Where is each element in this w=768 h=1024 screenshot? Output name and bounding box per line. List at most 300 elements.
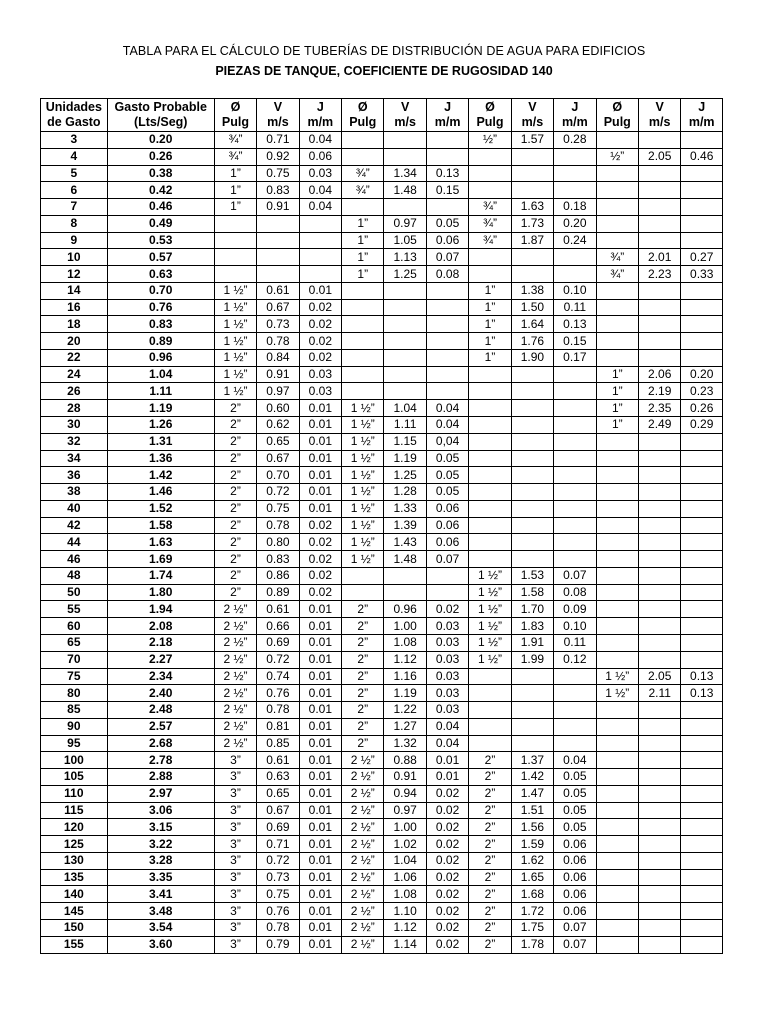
table-cell: 3” bbox=[214, 802, 256, 819]
table-cell bbox=[596, 484, 638, 501]
table-cell bbox=[469, 467, 511, 484]
table-cell: 0.63 bbox=[257, 769, 299, 786]
table-cell bbox=[681, 132, 723, 149]
table-cell bbox=[554, 400, 596, 417]
table-cell: 1 ½” bbox=[342, 433, 384, 450]
table-cell: 0.97 bbox=[384, 802, 426, 819]
table-cell: 1 ½” bbox=[214, 366, 256, 383]
table-cell: 1.26 bbox=[107, 417, 214, 434]
table-cell: 0,04 bbox=[426, 433, 468, 450]
table-row bbox=[41, 232, 723, 249]
table-cell bbox=[638, 182, 680, 199]
table-cell: 0.57 bbox=[107, 249, 214, 266]
table-cell bbox=[342, 316, 384, 333]
table-cell: 0.29 bbox=[681, 417, 723, 434]
table-cell: 3.06 bbox=[107, 802, 214, 819]
table-cell bbox=[596, 852, 638, 869]
table-cell bbox=[511, 551, 553, 568]
table-cell: ¾” bbox=[469, 199, 511, 216]
table-cell bbox=[384, 333, 426, 350]
table-cell: 0.53 bbox=[107, 232, 214, 249]
table-cell: 0.03 bbox=[299, 366, 341, 383]
table-cell bbox=[596, 299, 638, 316]
table-cell: 3” bbox=[214, 886, 256, 903]
table-cell: 0.04 bbox=[426, 735, 468, 752]
table-cell: 1 ½” bbox=[342, 551, 384, 568]
table-cell: 2 ½” bbox=[342, 752, 384, 769]
table-cell bbox=[384, 316, 426, 333]
table-cell: 24 bbox=[41, 366, 108, 383]
table-cell bbox=[596, 500, 638, 517]
header-line: Unidades bbox=[45, 100, 102, 114]
table-cell bbox=[384, 366, 426, 383]
table-cell: 0.78 bbox=[257, 517, 299, 534]
table-cell: 1.46 bbox=[107, 484, 214, 501]
table-cell: 2” bbox=[214, 584, 256, 601]
table-cell bbox=[638, 869, 680, 886]
table-cell: 1.25 bbox=[384, 467, 426, 484]
table-cell: 0.02 bbox=[299, 299, 341, 316]
table-row bbox=[41, 182, 723, 199]
table-cell: 1.11 bbox=[384, 417, 426, 434]
table-cell: 0.07 bbox=[426, 551, 468, 568]
table-cell: 1 ½” bbox=[342, 500, 384, 517]
table-cell: ¾” bbox=[342, 165, 384, 182]
table-cell: 32 bbox=[41, 433, 108, 450]
table-cell: 2 ½” bbox=[342, 852, 384, 869]
table-cell: 0.75 bbox=[257, 500, 299, 517]
table-cell bbox=[596, 903, 638, 920]
table-cell: 1.48 bbox=[384, 182, 426, 199]
table-cell bbox=[638, 836, 680, 853]
table-cell: 1.36 bbox=[107, 450, 214, 467]
table-cell: 0.10 bbox=[554, 618, 596, 635]
table-cell: 0.02 bbox=[426, 802, 468, 819]
table-cell: 2” bbox=[214, 517, 256, 534]
table-cell bbox=[596, 584, 638, 601]
table-cell bbox=[681, 702, 723, 719]
table-cell: 1” bbox=[469, 316, 511, 333]
table-cell: 1.63 bbox=[107, 534, 214, 551]
table-cell: 0.02 bbox=[299, 349, 341, 366]
table-cell bbox=[638, 936, 680, 953]
table-cell: 2.08 bbox=[107, 618, 214, 635]
table-cell: 0.01 bbox=[299, 618, 341, 635]
table-cell: 0.96 bbox=[107, 349, 214, 366]
table-cell: 38 bbox=[41, 484, 108, 501]
table-cell bbox=[681, 282, 723, 299]
table-cell: 2” bbox=[214, 400, 256, 417]
table-cell: 0.88 bbox=[384, 752, 426, 769]
table-cell: 0.78 bbox=[257, 333, 299, 350]
table-cell bbox=[426, 333, 468, 350]
table-cell bbox=[681, 903, 723, 920]
table-cell: 0.07 bbox=[554, 567, 596, 584]
table-cell: 1.90 bbox=[511, 349, 553, 366]
table-cell bbox=[511, 467, 553, 484]
table-cell: 1 ½” bbox=[469, 651, 511, 668]
table-cell bbox=[681, 567, 723, 584]
table-cell: 1 ½” bbox=[342, 467, 384, 484]
table-cell: 0.02 bbox=[426, 869, 468, 886]
table-cell: 30 bbox=[41, 417, 108, 434]
table-cell: 0.80 bbox=[257, 534, 299, 551]
table-cell bbox=[554, 718, 596, 735]
table-cell bbox=[681, 584, 723, 601]
table-cell: 1.02 bbox=[384, 836, 426, 853]
table-cell: 0.04 bbox=[426, 400, 468, 417]
table-cell: 1.47 bbox=[511, 785, 553, 802]
table-cell: 1.11 bbox=[107, 383, 214, 400]
table-cell bbox=[554, 417, 596, 434]
table-cell bbox=[511, 517, 553, 534]
table-cell: 44 bbox=[41, 534, 108, 551]
table-cell bbox=[469, 685, 511, 702]
table-cell: 3” bbox=[214, 752, 256, 769]
header-gasto-1 bbox=[107, 99, 214, 132]
table-cell bbox=[257, 266, 299, 283]
table-cell: 0.86 bbox=[257, 567, 299, 584]
table-cell: 3” bbox=[214, 769, 256, 786]
table-cell: 145 bbox=[41, 903, 108, 920]
table-cell: 0.01 bbox=[299, 634, 341, 651]
table-cell: 0.76 bbox=[257, 903, 299, 920]
table-cell: ¾” bbox=[596, 249, 638, 266]
table-cell bbox=[638, 534, 680, 551]
table-cell: 150 bbox=[41, 919, 108, 936]
header-line: m/m bbox=[688, 115, 715, 129]
table-row bbox=[41, 249, 723, 266]
table-cell: 20 bbox=[41, 333, 108, 350]
table-cell: 0.66 bbox=[257, 618, 299, 635]
table-cell: 1 ½” bbox=[596, 668, 638, 685]
table-row bbox=[41, 366, 723, 383]
table-cell: 2.01 bbox=[638, 249, 680, 266]
table-cell bbox=[426, 366, 468, 383]
table-cell bbox=[596, 450, 638, 467]
table-cell bbox=[638, 852, 680, 869]
table-cell: 1.31 bbox=[107, 433, 214, 450]
table-cell bbox=[214, 266, 256, 283]
header-line: m/s bbox=[394, 115, 416, 129]
table-cell: 1.08 bbox=[384, 886, 426, 903]
table-row bbox=[41, 433, 723, 450]
table-cell: 0.81 bbox=[257, 718, 299, 735]
table-cell: 2.18 bbox=[107, 634, 214, 651]
table-cell: 0.94 bbox=[384, 785, 426, 802]
table-cell: 0.04 bbox=[299, 199, 341, 216]
table-cell: 0.83 bbox=[257, 551, 299, 568]
table-cell bbox=[638, 903, 680, 920]
table-cell bbox=[469, 433, 511, 450]
table-cell: 1.72 bbox=[511, 903, 553, 920]
table-cell: 0.05 bbox=[426, 215, 468, 232]
table-cell: 80 bbox=[41, 685, 108, 702]
table-cell: 0.01 bbox=[299, 769, 341, 786]
table-cell bbox=[638, 517, 680, 534]
table-cell: 0.01 bbox=[299, 400, 341, 417]
table-cell bbox=[681, 802, 723, 819]
table-cell bbox=[554, 668, 596, 685]
table-cell: 1.28 bbox=[384, 484, 426, 501]
table-cell bbox=[214, 232, 256, 249]
table-cell: 2” bbox=[342, 618, 384, 635]
table-cell: 0.65 bbox=[257, 785, 299, 802]
table-cell: 2” bbox=[214, 417, 256, 434]
table-row bbox=[41, 299, 723, 316]
table-cell bbox=[469, 165, 511, 182]
table-cell bbox=[596, 132, 638, 149]
table-cell: 1 ½” bbox=[342, 534, 384, 551]
table-cell: 0.03 bbox=[299, 383, 341, 400]
table-cell: 2 ½” bbox=[214, 685, 256, 702]
table-cell: 1.42 bbox=[511, 769, 553, 786]
table-cell bbox=[384, 132, 426, 149]
table-cell: 0.24 bbox=[554, 232, 596, 249]
table-cell bbox=[384, 584, 426, 601]
table-cell bbox=[681, 517, 723, 534]
table-cell: 2 ½” bbox=[342, 819, 384, 836]
table-cell: 1.19 bbox=[107, 400, 214, 417]
table-cell: 0.46 bbox=[107, 199, 214, 216]
table-cell: 1.05 bbox=[384, 232, 426, 249]
table-cell: 0.05 bbox=[426, 484, 468, 501]
table-cell: 1” bbox=[469, 282, 511, 299]
table-cell: 1.75 bbox=[511, 919, 553, 936]
table-cell: 1.00 bbox=[384, 819, 426, 836]
table-cell: 2” bbox=[342, 735, 384, 752]
table-cell: 0.91 bbox=[384, 769, 426, 786]
table-cell: 18 bbox=[41, 316, 108, 333]
table-cell: 1 ½” bbox=[469, 618, 511, 635]
table-cell: 1” bbox=[596, 400, 638, 417]
table-cell: 2” bbox=[214, 551, 256, 568]
table-cell: 1.51 bbox=[511, 802, 553, 819]
table-cell: 2 ½” bbox=[342, 785, 384, 802]
table-cell: 1.38 bbox=[511, 282, 553, 299]
table-cell: 105 bbox=[41, 769, 108, 786]
table-cell: 1.78 bbox=[511, 936, 553, 953]
table-cell: 90 bbox=[41, 718, 108, 735]
table-cell bbox=[681, 316, 723, 333]
table-cell: 1.65 bbox=[511, 869, 553, 886]
table-cell: 0.26 bbox=[107, 148, 214, 165]
table-cell bbox=[596, 785, 638, 802]
table-cell: 2” bbox=[214, 500, 256, 517]
header-vel-3 bbox=[257, 99, 299, 132]
table-cell bbox=[681, 785, 723, 802]
table-cell: 0.06 bbox=[554, 852, 596, 869]
table-cell: 0.04 bbox=[426, 417, 468, 434]
table-cell: 0.04 bbox=[554, 752, 596, 769]
table-cell: 0.02 bbox=[299, 567, 341, 584]
table-cell bbox=[469, 735, 511, 752]
table-cell bbox=[469, 266, 511, 283]
table-cell: 42 bbox=[41, 517, 108, 534]
table-row bbox=[41, 601, 723, 618]
table-cell: 0.11 bbox=[554, 299, 596, 316]
table-cell bbox=[257, 215, 299, 232]
table-cell: 0.15 bbox=[426, 182, 468, 199]
table-cell: 1.13 bbox=[384, 249, 426, 266]
table-cell bbox=[638, 199, 680, 216]
table-cell: 3” bbox=[214, 903, 256, 920]
table-cell: 0.61 bbox=[257, 601, 299, 618]
table-cell: 2 ½” bbox=[342, 886, 384, 903]
table-cell: 0.89 bbox=[257, 584, 299, 601]
table-cell bbox=[554, 534, 596, 551]
table-cell bbox=[384, 282, 426, 299]
table-cell bbox=[681, 500, 723, 517]
table-cell bbox=[681, 634, 723, 651]
table-cell: 2.06 bbox=[638, 366, 680, 383]
table-cell bbox=[469, 148, 511, 165]
table-cell: 0.06 bbox=[554, 836, 596, 853]
table-cell: 1.57 bbox=[511, 132, 553, 149]
table-cell: 2.57 bbox=[107, 718, 214, 735]
table-cell: ¾” bbox=[214, 132, 256, 149]
table-cell: 0.01 bbox=[299, 752, 341, 769]
table-cell: 2 ½” bbox=[214, 634, 256, 651]
table-cell: 1.94 bbox=[107, 601, 214, 618]
table-cell: 2” bbox=[342, 702, 384, 719]
table-cell: 0.10 bbox=[554, 282, 596, 299]
table-cell: 0.01 bbox=[299, 802, 341, 819]
table-cell: 1.48 bbox=[384, 551, 426, 568]
table-cell: 0.67 bbox=[257, 450, 299, 467]
table-row bbox=[41, 349, 723, 366]
table-row bbox=[41, 919, 723, 936]
table-cell: 1.16 bbox=[384, 668, 426, 685]
table-cell: 1.33 bbox=[384, 500, 426, 517]
table-cell: 0.06 bbox=[426, 500, 468, 517]
table-row bbox=[41, 199, 723, 216]
header-line: (Lts/Seg) bbox=[133, 115, 188, 129]
table-cell bbox=[511, 366, 553, 383]
table-cell bbox=[638, 819, 680, 836]
table-cell: 8 bbox=[41, 215, 108, 232]
header-line: Pulg bbox=[221, 115, 250, 129]
table-cell bbox=[554, 182, 596, 199]
table-cell: 1.91 bbox=[511, 634, 553, 651]
table-cell bbox=[511, 266, 553, 283]
table-cell bbox=[214, 249, 256, 266]
table-cell: 2” bbox=[469, 752, 511, 769]
table-cell: 0.06 bbox=[426, 232, 468, 249]
table-cell: 4 bbox=[41, 148, 108, 165]
table-cell: 0.06 bbox=[554, 886, 596, 903]
table-cell: ¾” bbox=[214, 148, 256, 165]
table-cell: 0.07 bbox=[554, 936, 596, 953]
table-row bbox=[41, 668, 723, 685]
table-cell bbox=[554, 735, 596, 752]
header-line: Ø bbox=[357, 100, 368, 114]
table-cell: 0.18 bbox=[554, 199, 596, 216]
table-cell: 0.05 bbox=[554, 785, 596, 802]
table-cell bbox=[596, 517, 638, 534]
table-cell: 1.69 bbox=[107, 551, 214, 568]
table-cell: 1.42 bbox=[107, 467, 214, 484]
table-cell: 1” bbox=[596, 383, 638, 400]
table-cell bbox=[596, 718, 638, 735]
table-cell: 1” bbox=[469, 349, 511, 366]
table-cell bbox=[596, 165, 638, 182]
header-line: de Gasto bbox=[47, 115, 101, 129]
table-row bbox=[41, 802, 723, 819]
table-cell: 0.07 bbox=[426, 249, 468, 266]
table-cell: 1.14 bbox=[384, 936, 426, 953]
table-row bbox=[41, 702, 723, 719]
table-cell: 3.28 bbox=[107, 852, 214, 869]
table-cell: 0.01 bbox=[299, 819, 341, 836]
table-cell: 1” bbox=[596, 366, 638, 383]
table-cell bbox=[257, 249, 299, 266]
table-cell: 0.73 bbox=[257, 869, 299, 886]
document-title: TABLA PARA EL CÁLCULO DE TUBERÍAS DE DISTRIBUCIÓN DE AGUA PARA EDIFICIOS bbox=[122, 44, 646, 58]
table-cell: 1.50 bbox=[511, 299, 553, 316]
table-cell: 0.01 bbox=[299, 433, 341, 450]
table-cell bbox=[554, 148, 596, 165]
table-cell bbox=[299, 266, 341, 283]
table-cell: 0.97 bbox=[257, 383, 299, 400]
table-cell: 0.01 bbox=[299, 450, 341, 467]
table-cell: 3.35 bbox=[107, 869, 214, 886]
table-cell: 70 bbox=[41, 651, 108, 668]
table-row bbox=[41, 551, 723, 568]
table-cell: 2” bbox=[469, 819, 511, 836]
table-cell: 0.12 bbox=[554, 651, 596, 668]
table-cell: 1.52 bbox=[107, 500, 214, 517]
table-cell bbox=[596, 551, 638, 568]
table-cell: 1.04 bbox=[384, 400, 426, 417]
table-cell bbox=[554, 685, 596, 702]
table-cell: 1” bbox=[214, 182, 256, 199]
header-unidades-0 bbox=[41, 99, 108, 132]
table-cell: 1.58 bbox=[511, 584, 553, 601]
table-cell: 0.04 bbox=[299, 132, 341, 149]
table-cell: 0.69 bbox=[257, 634, 299, 651]
table-cell bbox=[638, 551, 680, 568]
table-cell: 40 bbox=[41, 500, 108, 517]
table-cell bbox=[342, 349, 384, 366]
table-cell: 0.01 bbox=[299, 500, 341, 517]
table-cell: 95 bbox=[41, 735, 108, 752]
table-cell: 3” bbox=[214, 936, 256, 953]
header-diam-2 bbox=[214, 99, 256, 132]
table-cell: 0.13 bbox=[426, 165, 468, 182]
table-cell: 2 ½” bbox=[214, 668, 256, 685]
table-cell: 2 ½” bbox=[214, 618, 256, 635]
table-row bbox=[41, 584, 723, 601]
table-cell bbox=[469, 182, 511, 199]
table-cell bbox=[638, 769, 680, 786]
table-cell: 0.03 bbox=[426, 668, 468, 685]
table-cell: 0.13 bbox=[681, 685, 723, 702]
table-cell: 2.35 bbox=[638, 400, 680, 417]
table-cell bbox=[638, 601, 680, 618]
table-cell: 2” bbox=[469, 903, 511, 920]
table-cell: 2 ½” bbox=[214, 651, 256, 668]
table-cell: 0.01 bbox=[299, 601, 341, 618]
table-cell: 0.83 bbox=[107, 316, 214, 333]
table-row bbox=[41, 165, 723, 182]
table-cell bbox=[681, 165, 723, 182]
table-cell: 2 ½” bbox=[214, 702, 256, 719]
table-cell: 1.12 bbox=[384, 651, 426, 668]
table-cell: 2.05 bbox=[638, 668, 680, 685]
table-cell bbox=[554, 266, 596, 283]
table-cell bbox=[469, 517, 511, 534]
